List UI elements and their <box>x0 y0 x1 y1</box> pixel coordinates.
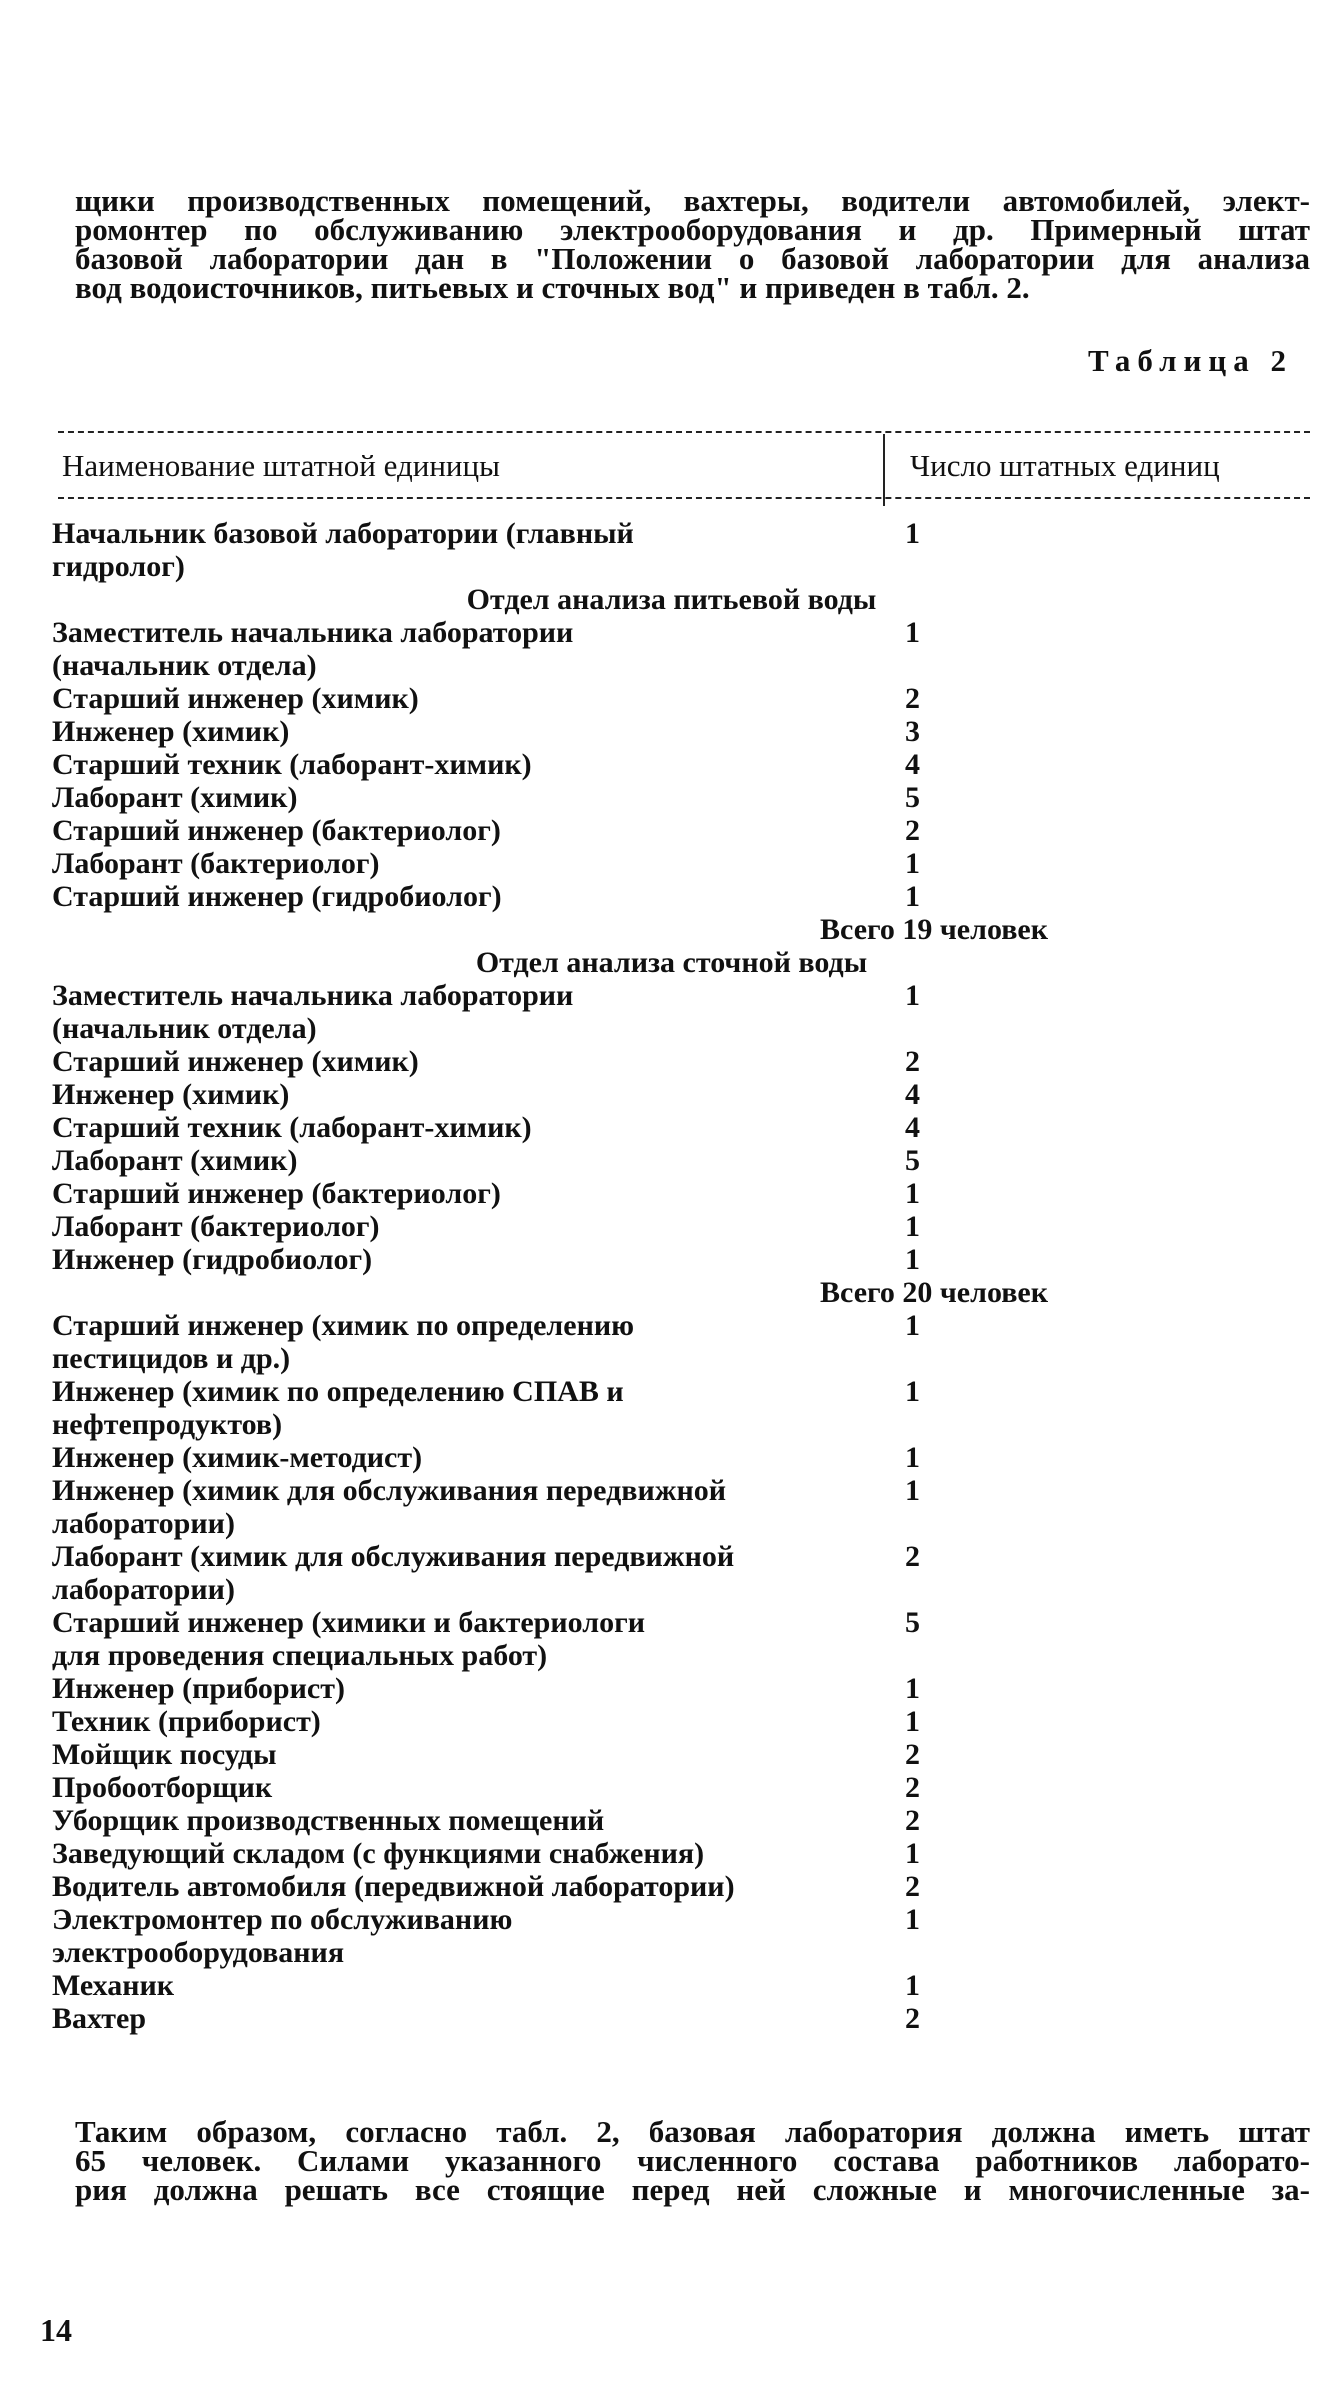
table-row <box>0 616 1343 682</box>
table-row <box>0 1705 1343 1738</box>
table-row <box>0 1177 1343 1210</box>
staff-count: 2 <box>905 1771 920 1804</box>
staff-count: 4 <box>905 748 920 781</box>
staff-position-line: электрооборудования <box>52 1936 345 1969</box>
table-row <box>0 748 1343 781</box>
table-row <box>0 1309 1343 1375</box>
staff-count: 2 <box>905 1045 920 1078</box>
table-row <box>0 2002 1343 2035</box>
table-row <box>0 1045 1343 1078</box>
section-heading: Отдел анализа сточной воды <box>475 946 868 979</box>
table-row <box>0 1441 1343 1474</box>
staff-position-line: Техник (приборист) <box>52 1705 321 1738</box>
staff-position <box>52 1870 872 1903</box>
staff-position <box>52 781 872 814</box>
outro-line: Таким образом, согласно табл. 2, базовая лаборатория должна иметь штат <box>75 2114 1310 2149</box>
table-row <box>0 1969 1343 2002</box>
staff-position-line: (начальник отдела) <box>52 649 317 682</box>
staff-position-line: Старший инженер (гидробиолог) <box>52 880 502 913</box>
staff-position-line: Инженер (химик для обслуживания передвижной <box>52 1474 727 1507</box>
staff-count: 1 <box>905 1969 920 2002</box>
staff-count: 2 <box>905 2002 920 2035</box>
staff-position <box>52 517 872 583</box>
section-heading: Отдел анализа питьевой воды <box>466 583 877 616</box>
column-header-count: Число штатных единиц <box>910 448 1220 483</box>
staff-position <box>52 1144 872 1177</box>
staff-position-line: Заведующий складом (с функциями снабжения) <box>52 1837 705 1870</box>
staff-position-line: Инженер (химик по определению СПАВ и <box>52 1375 624 1408</box>
staff-position-line: Старший инженер (химик) <box>52 682 419 715</box>
staff-count: 3 <box>905 715 920 748</box>
table-row <box>0 682 1343 715</box>
staff-position-line: Инженер (химик-методист) <box>52 1441 423 1474</box>
table-top-rule <box>58 431 1310 433</box>
staff-position-line: Заместитель начальника лаборатории <box>52 979 574 1012</box>
staff-count: 1 <box>905 1903 920 1936</box>
staff-position-line: Старший инженер (химик по определению <box>52 1309 635 1342</box>
table-row <box>0 1804 1343 1837</box>
staff-position-line: Старший инженер (химики и бактериологи <box>52 1606 645 1639</box>
staff-position <box>52 979 872 1045</box>
staff-position <box>52 1804 872 1837</box>
header-column-divider <box>883 434 885 506</box>
staff-position-line: Вахтер <box>52 2002 146 2035</box>
staff-position <box>52 847 872 880</box>
staff-position-line: Инженер (химик) <box>52 715 290 748</box>
staff-position-line: Начальник базовой лаборатории (главный <box>52 517 634 550</box>
staff-position-line: Заместитель начальника лаборатории <box>52 616 574 649</box>
staff-count: 1 <box>905 1837 920 1870</box>
staff-position <box>52 1111 872 1144</box>
table-row <box>0 1375 1343 1441</box>
total-row <box>0 913 1343 946</box>
staff-position <box>52 1672 872 1705</box>
staff-count: 1 <box>905 1441 920 1474</box>
total-text: Всего 20 человек <box>820 1276 1049 1309</box>
table-row <box>0 1078 1343 1111</box>
staff-position-line: Пробоотборщик <box>52 1771 273 1804</box>
staff-count: 5 <box>905 1606 920 1639</box>
staff-position <box>52 1243 872 1276</box>
total-text: Всего 19 человек <box>820 913 1049 946</box>
staff-position <box>52 1441 872 1474</box>
intro-line: ромонтер по обслуживанию электрооборудования и др. Примерный штат <box>75 212 1310 247</box>
staff-count: 1 <box>905 517 920 550</box>
staff-position <box>52 1540 872 1606</box>
table-row <box>0 781 1343 814</box>
staff-position-line: Уборщик производственных помещений <box>52 1804 605 1837</box>
staff-position <box>52 1837 872 1870</box>
staff-position <box>52 1705 872 1738</box>
table-row <box>0 1672 1343 1705</box>
outro-paragraph <box>75 2114 1310 2207</box>
staff-position-line: Старший инженер (бактериолог) <box>52 814 501 847</box>
staff-position-line: Механик <box>52 1969 175 2002</box>
staff-position <box>52 814 872 847</box>
staff-position <box>52 1309 872 1375</box>
staff-position <box>52 715 872 748</box>
staff-position <box>52 1474 872 1540</box>
staff-position-line: Инженер (гидробиолог) <box>52 1243 373 1276</box>
staff-position-line: Инженер (приборист) <box>52 1672 345 1705</box>
staff-position-line: нефтепродуктов) <box>52 1408 283 1441</box>
page-number: 14 <box>40 2312 72 2348</box>
total-row <box>0 1276 1343 1309</box>
staff-position <box>52 1771 872 1804</box>
staff-position-line: Старший техник (лаборант-химик) <box>52 748 532 781</box>
staff-position <box>52 2002 872 2035</box>
staff-position-line: Старший техник (лаборант-химик) <box>52 1111 532 1144</box>
intro-paragraph <box>75 183 1310 305</box>
staff-position <box>52 1969 872 2002</box>
table-caption: Таблица 2 <box>1088 343 1293 378</box>
staff-position-line: Электромонтер по обслуживанию <box>52 1903 513 1936</box>
staff-position-line: Лаборант (бактериолог) <box>52 1210 380 1243</box>
table-row <box>0 1111 1343 1144</box>
section-heading-row <box>0 583 1343 616</box>
staff-position <box>52 682 872 715</box>
staff-position <box>52 1078 872 1111</box>
table-row <box>0 715 1343 748</box>
column-header-name: Наименование штатной единицы <box>62 448 500 483</box>
staff-position <box>52 1177 872 1210</box>
staff-count: 1 <box>905 1672 920 1705</box>
staff-count: 2 <box>905 682 920 715</box>
staff-position-line: пестицидов и др.) <box>52 1342 291 1375</box>
staff-position <box>52 1210 872 1243</box>
staff-position-line: Водитель автомобиля (передвижной лаборатории) <box>52 1870 735 1903</box>
staff-count: 1 <box>905 1177 920 1210</box>
staff-position <box>52 616 872 682</box>
table-row <box>0 1903 1343 1969</box>
section-heading-row <box>0 946 1343 979</box>
staff-position-line: Мойщик посуды <box>52 1738 277 1771</box>
table-row <box>0 1144 1343 1177</box>
staff-count: 2 <box>905 1804 920 1837</box>
table-row <box>0 1771 1343 1804</box>
staff-count: 1 <box>905 1474 920 1507</box>
staff-position <box>52 748 872 781</box>
table-row <box>0 1606 1343 1672</box>
staff-count: 4 <box>905 1111 920 1144</box>
staff-count: 1 <box>905 1375 920 1408</box>
staff-count: 1 <box>905 1243 920 1276</box>
staff-count: 5 <box>905 781 920 814</box>
staff-table-body <box>0 517 1343 2035</box>
table-row <box>0 847 1343 880</box>
staff-count: 2 <box>905 1540 920 1573</box>
table-row <box>0 814 1343 847</box>
table-header-rule <box>58 497 1310 499</box>
staff-count: 2 <box>905 814 920 847</box>
staff-position-line: Лаборант (бактериолог) <box>52 847 380 880</box>
staff-position <box>52 1606 872 1672</box>
staff-position-line: Старший инженер (химик) <box>52 1045 419 1078</box>
table-row <box>0 1474 1343 1540</box>
staff-position-line: гидролог) <box>52 550 185 583</box>
staff-count: 5 <box>905 1144 920 1177</box>
table-row <box>0 517 1343 583</box>
staff-position-line: Старший инженер (бактериолог) <box>52 1177 501 1210</box>
staff-position-line: лаборатории) <box>52 1573 235 1606</box>
table-row <box>0 979 1343 1045</box>
table-row <box>0 880 1343 913</box>
staff-position-line: Инженер (химик) <box>52 1078 290 1111</box>
table-row <box>0 1540 1343 1606</box>
table-row <box>0 1738 1343 1771</box>
table-row <box>0 1243 1343 1276</box>
staff-position-line: для проведения специальных работ) <box>52 1639 548 1672</box>
intro-line: базовой лаборатории дан в "Положении о базовой лаборатории для анализа <box>75 241 1310 276</box>
intro-line: щики производственных помещений, вахтеры, водители автомобилей, элект- <box>75 183 1310 218</box>
intro-line: вод водоисточников, питьевых и сточных вод" и приведен в табл. 2. <box>75 270 1030 305</box>
staff-position-line: Лаборант (химик для обслуживания передвижной <box>52 1540 735 1573</box>
staff-count: 1 <box>905 1210 920 1243</box>
staff-count: 1 <box>905 1309 920 1342</box>
outro-line: 65 человек. Силами указанного численного состава работников лаборато- <box>75 2143 1310 2178</box>
outro-line: рия должна решать все стоящие перед ней сложные и многочисленные за- <box>75 2172 1310 2207</box>
staff-count: 1 <box>905 979 920 1012</box>
staff-position <box>52 1045 872 1078</box>
table-row <box>0 1870 1343 1903</box>
staff-count: 2 <box>905 1870 920 1903</box>
staff-count: 1 <box>905 880 920 913</box>
staff-count: 2 <box>905 1738 920 1771</box>
staff-count: 1 <box>905 1705 920 1738</box>
staff-position-line: Лаборант (химик) <box>52 781 298 814</box>
staff-count: 1 <box>905 847 920 880</box>
staff-position-line: (начальник отдела) <box>52 1012 317 1045</box>
table-row <box>0 1837 1343 1870</box>
staff-position <box>52 880 872 913</box>
staff-count: 4 <box>905 1078 920 1111</box>
staff-position <box>52 1375 872 1441</box>
staff-position <box>52 1903 872 1969</box>
staff-position-line: лаборатории) <box>52 1507 235 1540</box>
staff-position-line: Лаборант (химик) <box>52 1144 298 1177</box>
staff-count: 1 <box>905 616 920 649</box>
table-row <box>0 1210 1343 1243</box>
staff-position <box>52 1738 872 1771</box>
